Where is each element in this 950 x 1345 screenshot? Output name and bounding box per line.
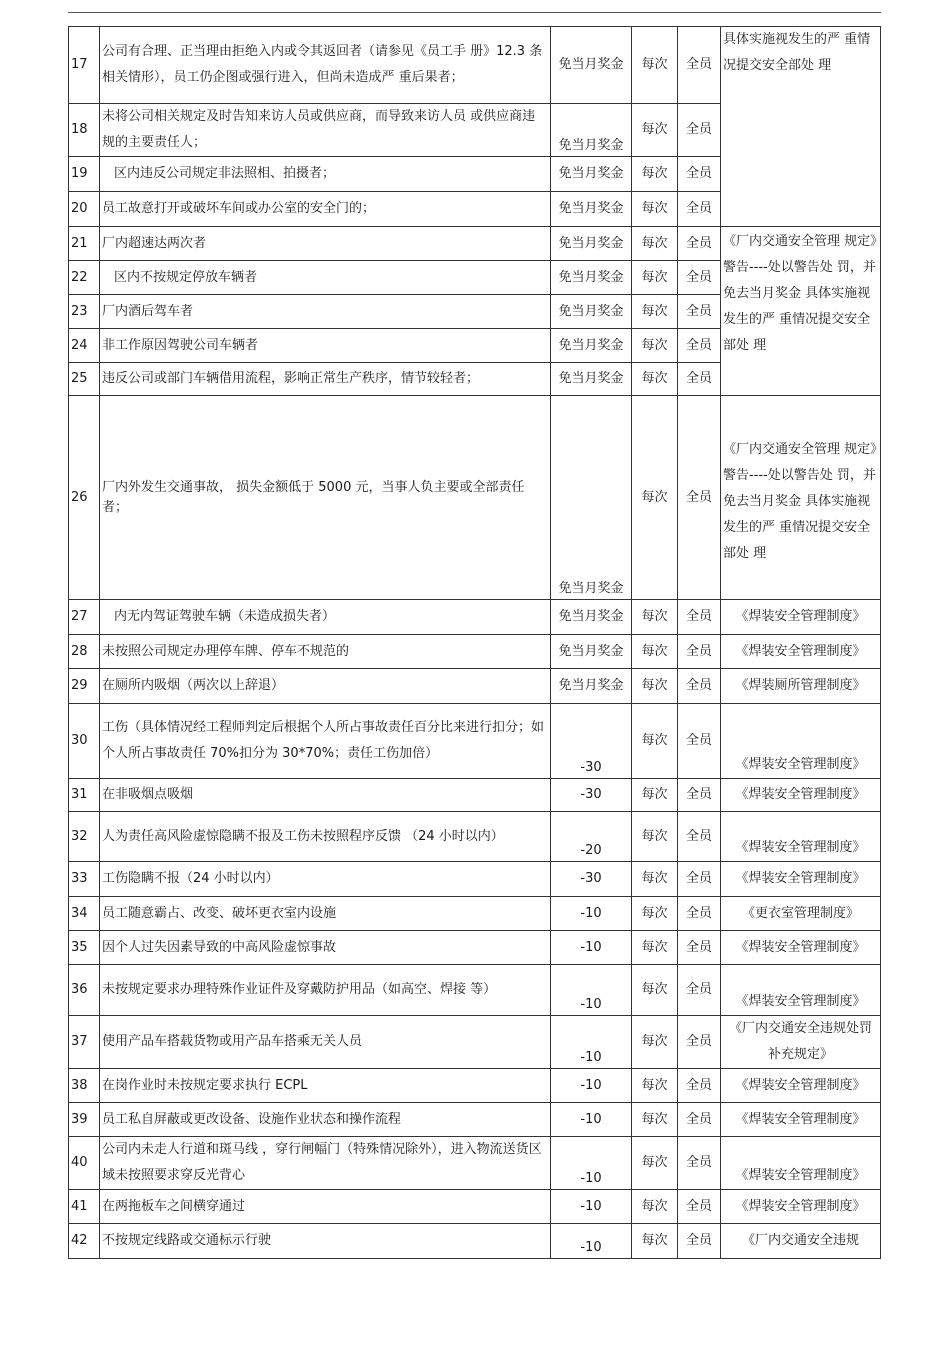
frequency: 每次 (632, 965, 678, 1016)
frequency: 每次 (632, 600, 678, 635)
row-number: 33 (69, 862, 100, 897)
scope: 全员 (678, 931, 721, 965)
table-row (69, 779, 881, 812)
row-number: 30 (69, 704, 100, 779)
reference: 《焊装安全管理制度》 (721, 1103, 881, 1137)
penalty (551, 812, 632, 862)
reference: 《厂内交通安全管理 规定》警告----处以警告处 罚，并免去当月奖金 具体实施视发生的严 重情况提交安全部处 理 (721, 396, 881, 600)
penalty: -10 (551, 1190, 632, 1224)
table-row (69, 27, 881, 104)
reference: 《焊装安全管理制度》 (721, 862, 881, 897)
scope: 全员 (678, 261, 721, 295)
scope: 全员 (678, 965, 721, 1016)
row-number: 23 (69, 295, 100, 329)
row-number: 28 (69, 635, 100, 669)
reference: 《焊装安全管理制度》 (721, 965, 881, 1016)
table-row (69, 812, 881, 862)
violation-description: 工伤隐瞒不报（24 小时以内） (100, 862, 551, 897)
table-row (69, 227, 881, 261)
violation-description: 员工私自屏蔽或更改设备、设施作业状态和操作流程 (100, 1103, 551, 1137)
penalty (551, 1016, 632, 1069)
row-number: 41 (69, 1190, 100, 1224)
row-number: 40 (69, 1137, 100, 1190)
violation-description: 员工故意打开或破坏车间或办公室的安全门的； (100, 192, 551, 227)
penalty: 免当月奖金 (551, 329, 632, 363)
penalty-value: -10 (580, 1050, 602, 1065)
table-row (69, 931, 881, 965)
penalty (551, 965, 632, 1016)
violation-description: 使用产品车搭载货物或用产品车搭乘无关人员 (100, 1016, 551, 1069)
frequency: 每次 (632, 1224, 678, 1259)
scope: 全员 (678, 363, 721, 396)
penalty: 免当月奖金 (551, 27, 632, 104)
row-number: 34 (69, 897, 100, 931)
violation-description: 人为责任高风险虚惊隐瞒不报及工伤未按照程序反馈 （24 小时以内） (100, 812, 551, 862)
reference: 《焊装安全管理制度》 (721, 1137, 881, 1190)
penalty-value: -30 (580, 760, 602, 775)
frequency: 每次 (632, 1137, 678, 1190)
scope: 全员 (678, 1224, 721, 1259)
scope: 全员 (678, 295, 721, 329)
scope: 全员 (678, 1190, 721, 1224)
reference-merged-21-25: 《厂内交通安全管理 规定》警告----处以警告处 罚，并免去当月奖金 具体实施视发生的严 重情况提交安全部处 理 (721, 227, 881, 396)
scope: 全员 (678, 669, 721, 704)
table-row (69, 1103, 881, 1137)
violation-description: 未按照公司规定办理停车牌、停车不规范的 (100, 635, 551, 669)
penalty-value: -10 (580, 1240, 602, 1255)
penalty: 免当月奖金 (551, 295, 632, 329)
frequency: 每次 (632, 1190, 678, 1224)
penalty: -30 (551, 779, 632, 812)
reference: 《焊装安全管理制度》 (721, 600, 881, 635)
frequency: 每次 (632, 669, 678, 704)
row-number: 19 (69, 157, 100, 192)
frequency: 每次 (632, 396, 678, 600)
violation-description: 区内违反公司规定非法照相、拍摄者； (100, 157, 551, 192)
row-number: 26 (69, 396, 100, 600)
reference: 《焊装厕所管理制度》 (721, 669, 881, 704)
table-row (69, 1190, 881, 1224)
row-number: 36 (69, 965, 100, 1016)
frequency: 每次 (632, 104, 678, 157)
reference: 《焊装安全管理制度》 (721, 635, 881, 669)
frequency: 每次 (632, 261, 678, 295)
row-number: 42 (69, 1224, 100, 1259)
scope: 全员 (678, 396, 721, 600)
table-row (69, 396, 881, 600)
frequency: 每次 (632, 779, 678, 812)
violation-description: 公司有合理、正当理由拒绝入内或令其返回者（请参见《员工手 册》12.3 条相关情形），员工仍企图或强行进入，但尚未造成严 重后果者； (100, 27, 551, 104)
scope: 全员 (678, 329, 721, 363)
penalty: 免当月奖金 (551, 227, 632, 261)
violation-description: 未按规定要求办理特殊作业证件及穿戴防护用品（如高空、焊接 等） (100, 965, 551, 1016)
frequency: 每次 (632, 157, 678, 192)
frequency: 每次 (632, 897, 678, 931)
frequency: 每次 (632, 1069, 678, 1103)
table-row (69, 600, 881, 635)
scope: 全员 (678, 600, 721, 635)
violation-description: 在岗作业时未按规定要求执行 ECPL (100, 1069, 551, 1103)
table-row (69, 1069, 881, 1103)
penalty (551, 396, 632, 600)
violation-description: 非工作原因驾驶公司车辆者 (100, 329, 551, 363)
table-row (69, 1224, 881, 1259)
frequency: 每次 (632, 1103, 678, 1137)
penalty (551, 704, 632, 779)
table-row (69, 965, 881, 1016)
penalty-value: 免当月奖金 (558, 581, 624, 596)
reference: 《焊装安全管理制度》 (721, 779, 881, 812)
scope: 全员 (678, 812, 721, 862)
scope: 全员 (678, 227, 721, 261)
penalty (551, 1224, 632, 1259)
violation-description: 厂内酒后驾车者 (100, 295, 551, 329)
scope: 全员 (678, 779, 721, 812)
scope: 全员 (678, 192, 721, 227)
table-row (69, 1016, 881, 1069)
violation-description: 区内不按规定停放车辆者 (100, 261, 551, 295)
reference: 《焊装安全管理制度》 (721, 931, 881, 965)
row-number: 27 (69, 600, 100, 635)
violation-description: 因个人过失因素导致的中高风险虚惊事故 (100, 931, 551, 965)
penalty: 免当月奖金 (551, 600, 632, 635)
frequency: 每次 (632, 363, 678, 396)
penalty: -10 (551, 931, 632, 965)
scope: 全员 (678, 1103, 721, 1137)
penalty: 免当月奖金 (551, 157, 632, 192)
table-row (69, 669, 881, 704)
row-number: 24 (69, 329, 100, 363)
reference: 《焊装安全管理制度》 (721, 1190, 881, 1224)
row-number: 18 (69, 104, 100, 157)
penalty-rules-table (68, 26, 881, 1259)
row-number: 39 (69, 1103, 100, 1137)
violation-description: 厂内超速达两次者 (100, 227, 551, 261)
violation-description: 在厕所内吸烟（两次以上辞退） (100, 669, 551, 704)
scope: 全员 (678, 1069, 721, 1103)
scope: 全员 (678, 704, 721, 779)
row-number: 17 (69, 27, 100, 104)
reference: 《更衣室管理制度》 (721, 897, 881, 931)
penalty-value: -10 (580, 997, 602, 1012)
frequency: 每次 (632, 704, 678, 779)
reference: 《焊装安全管理制度》 (721, 1069, 881, 1103)
row-number: 25 (69, 363, 100, 396)
frequency: 每次 (632, 1016, 678, 1069)
row-number: 38 (69, 1069, 100, 1103)
penalty: 免当月奖金 (551, 261, 632, 295)
frequency: 每次 (632, 812, 678, 862)
frequency: 每次 (632, 295, 678, 329)
scope: 全员 (678, 27, 721, 104)
reference: 《焊装安全管理制度》 (721, 704, 881, 779)
row-number: 21 (69, 227, 100, 261)
reference: 《焊装安全管理制度》 (721, 812, 881, 862)
row-number: 37 (69, 1016, 100, 1069)
penalty: -30 (551, 862, 632, 897)
frequency: 每次 (632, 931, 678, 965)
row-number: 29 (69, 669, 100, 704)
frequency: 每次 (632, 862, 678, 897)
penalty: 免当月奖金 (551, 192, 632, 227)
frequency: 每次 (632, 192, 678, 227)
scope: 全员 (678, 862, 721, 897)
table-row (69, 704, 881, 779)
penalty: -10 (551, 1103, 632, 1137)
penalty-value: -20 (580, 843, 602, 858)
violation-description: 员工随意霸占、改变、破坏更衣室内设施 (100, 897, 551, 931)
row-number: 35 (69, 931, 100, 965)
penalty: 免当月奖金 (551, 635, 632, 669)
row-number: 20 (69, 192, 100, 227)
violation-description: 不按规定线路或交通标示行驶 (100, 1224, 551, 1259)
scope: 全员 (678, 1016, 721, 1069)
violation-description: 内无内驾证驾驶车辆（未造成损失者） (100, 600, 551, 635)
violation-description: 在两拖板车之间横穿通过 (100, 1190, 551, 1224)
top-rule (68, 12, 881, 13)
penalty: -10 (551, 897, 632, 931)
violation-description: 厂内外发生交通事故， 损失金额低于 5000 元，当事人负主要或全部责任者； (100, 396, 551, 600)
frequency: 每次 (632, 635, 678, 669)
violation-description: 工伤（具体情况经工程师判定后根据个人所占事故责任百分比来进行扣分；如个人所占事故责任 70%扣分为 30*70%；责任工伤加倍） (100, 704, 551, 779)
table-row (69, 1137, 881, 1190)
table-row (69, 635, 881, 669)
row-number: 31 (69, 779, 100, 812)
violation-description: 公司内未走人行道和斑马线 ，穿行闸幅门（特殊情况除外），进入物流送货区域未按照要求穿反光背心 (100, 1137, 551, 1190)
frequency: 每次 (632, 329, 678, 363)
penalty (551, 104, 632, 157)
reference: 《厂内交通安全违规处罚补充规定》 (721, 1016, 881, 1069)
scope: 全员 (678, 157, 721, 192)
violation-description: 违反公司或部门车辆借用流程，影响正常生产秩序，情节较轻者； (100, 363, 551, 396)
table-row (69, 862, 881, 897)
penalty (551, 1137, 632, 1190)
reference-merged-17-20: 具体实施视发生的严 重情况提交安全部处 理 (721, 27, 881, 227)
scope: 全员 (678, 897, 721, 931)
frequency: 每次 (632, 227, 678, 261)
row-number: 32 (69, 812, 100, 862)
scope: 全员 (678, 104, 721, 157)
frequency: 每次 (632, 27, 678, 104)
penalty-value: 免当月奖金 (558, 138, 624, 153)
violation-description: 在非吸烟点吸烟 (100, 779, 551, 812)
scope: 全员 (678, 635, 721, 669)
row-number: 22 (69, 261, 100, 295)
reference: 《厂内交通安全违规 (721, 1224, 881, 1259)
penalty: -10 (551, 1069, 632, 1103)
table-row (69, 897, 881, 931)
violation-description: 未将公司相关规定及时告知来访人员或供应商，而导致来访人员 或供应商违规的主要责任人； (100, 104, 551, 157)
penalty: 免当月奖金 (551, 669, 632, 704)
penalty: 免当月奖金 (551, 363, 632, 396)
scope: 全员 (678, 1137, 721, 1190)
penalty-value: -10 (580, 1171, 602, 1186)
